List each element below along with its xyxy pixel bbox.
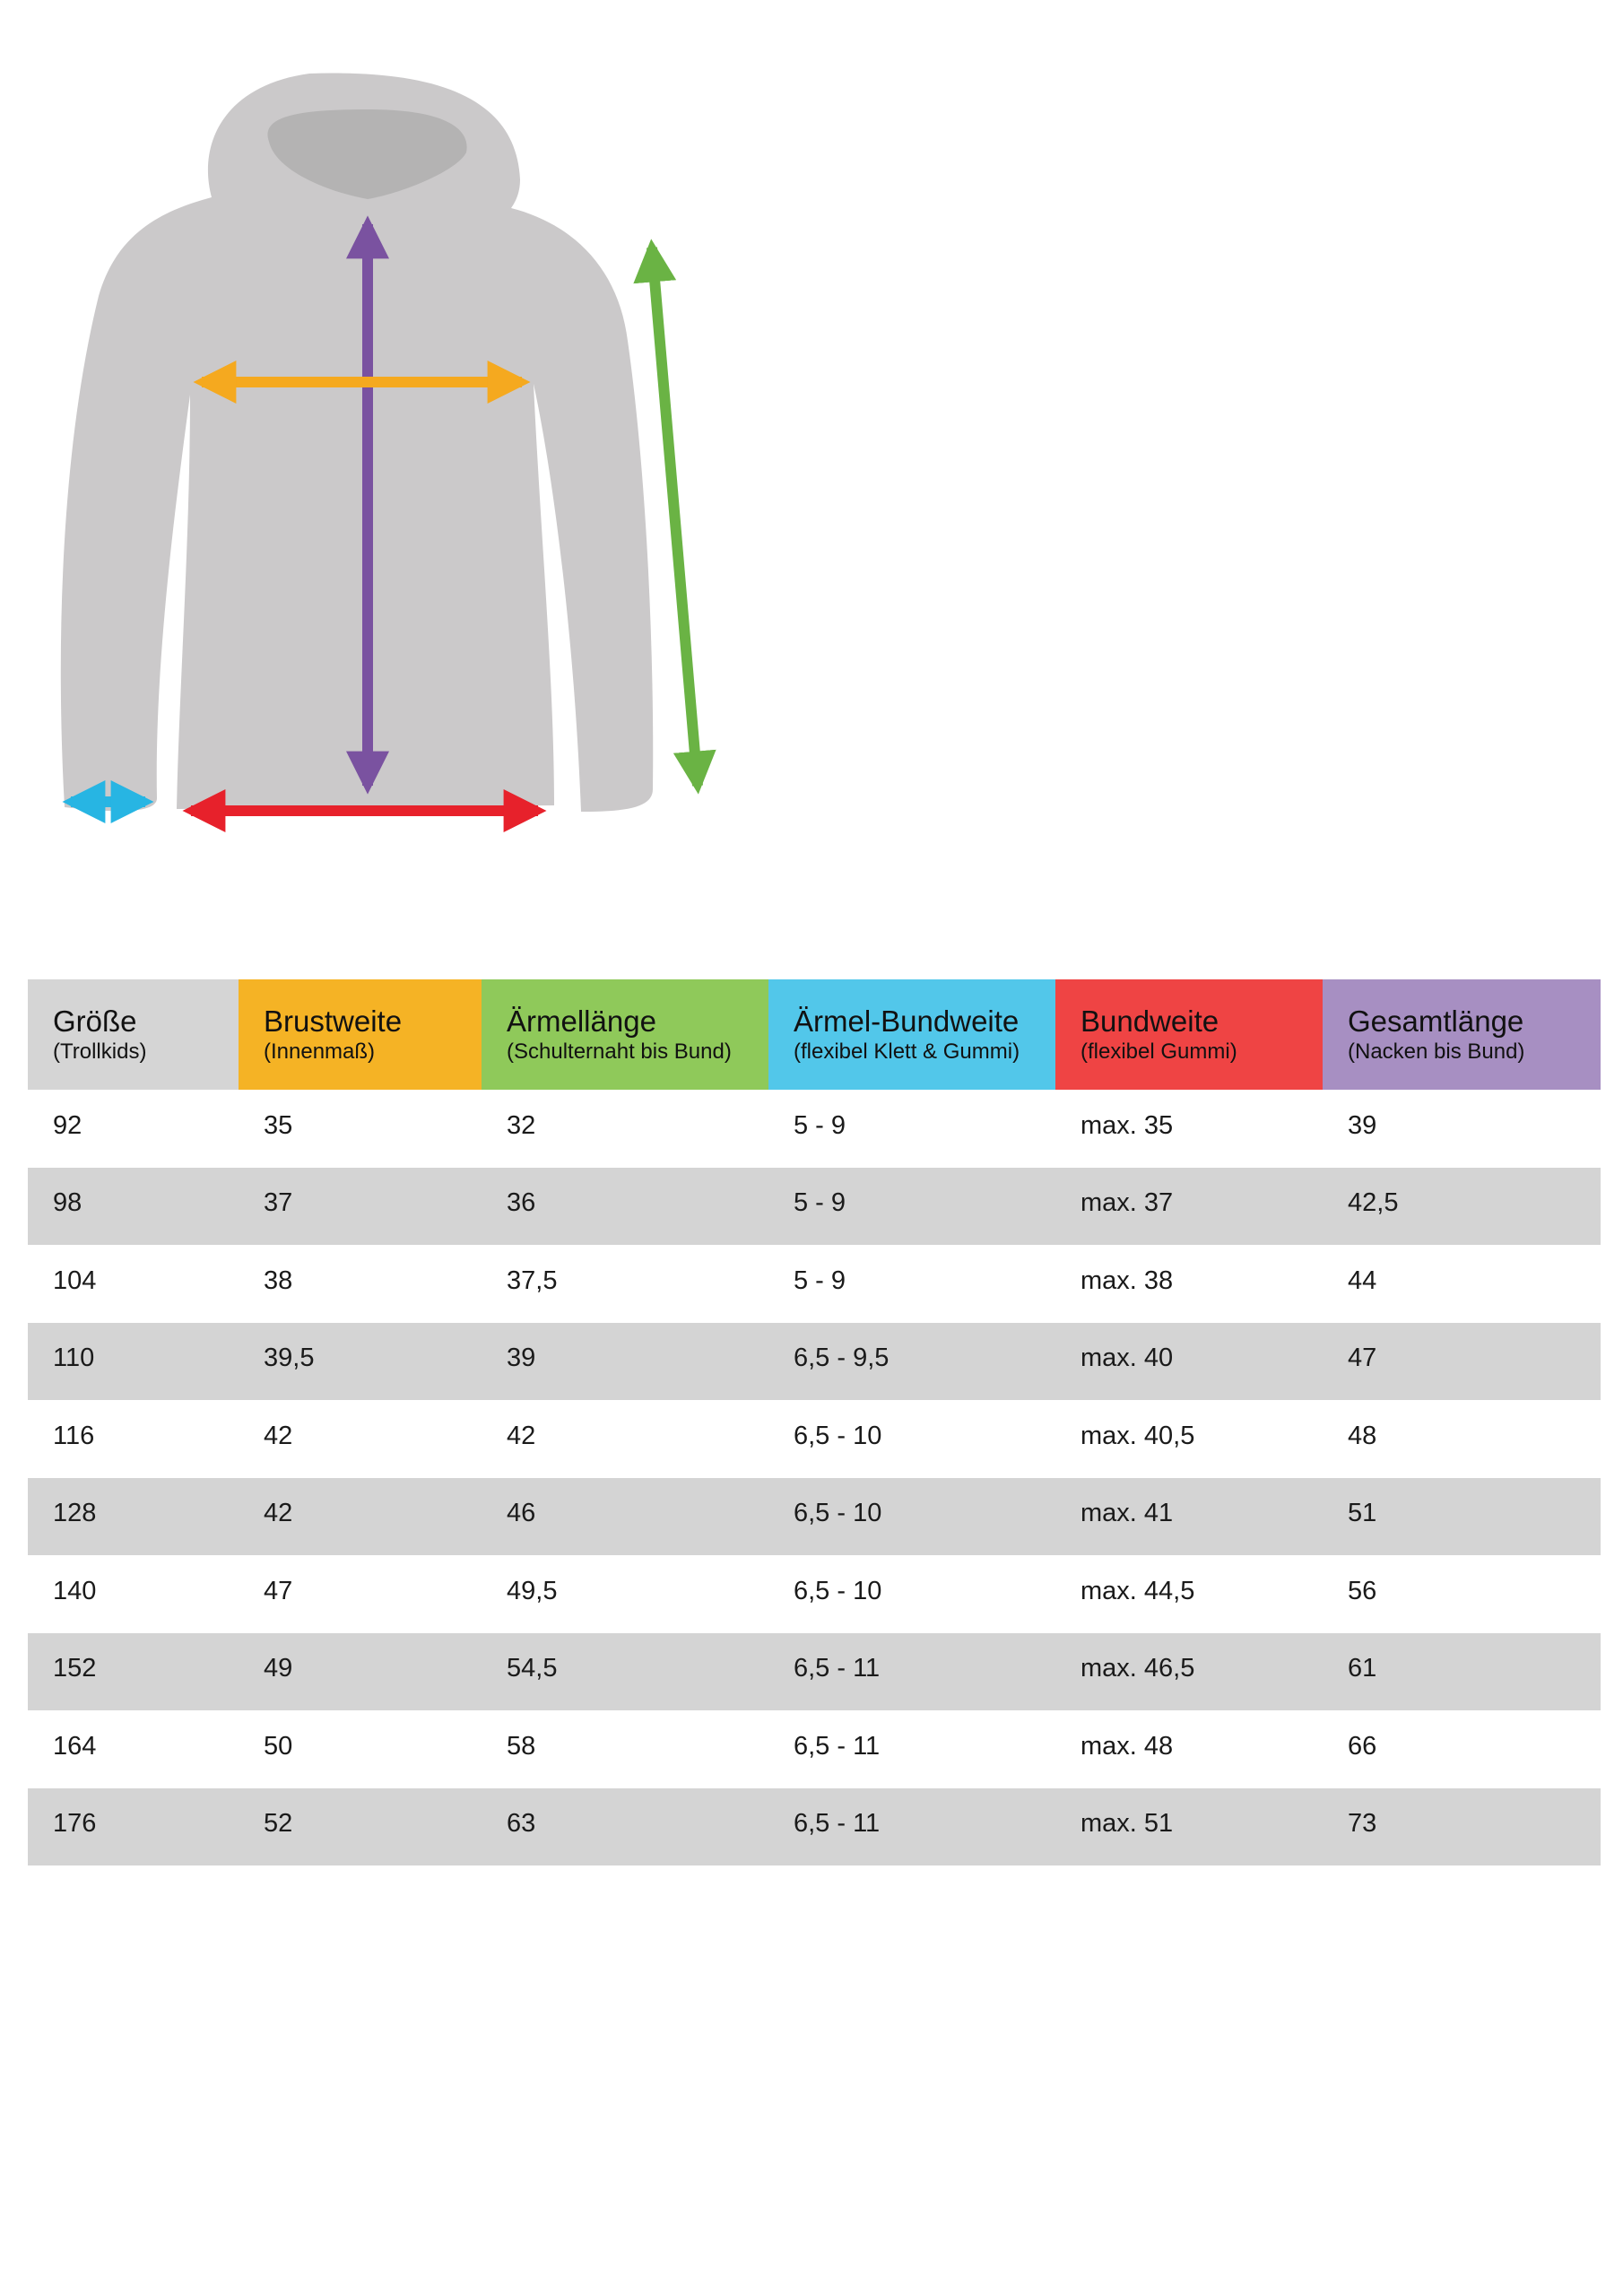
table-row bbox=[28, 1788, 1601, 1866]
table-cell: 73 bbox=[1323, 1788, 1601, 1866]
table-cell: 35 bbox=[239, 1090, 482, 1168]
header-title: Brustweite bbox=[264, 1004, 403, 1038]
table-cell: 39,5 bbox=[239, 1323, 482, 1401]
table-cell: 52 bbox=[239, 1788, 482, 1866]
table-row bbox=[28, 1710, 1601, 1788]
table-cell: 58 bbox=[482, 1710, 768, 1788]
table-cell: max. 44,5 bbox=[1055, 1555, 1323, 1633]
table-cell: 6,5 - 11 bbox=[768, 1788, 1055, 1866]
table-cell: 51 bbox=[1323, 1478, 1601, 1556]
table-cell: 6,5 - 10 bbox=[768, 1400, 1055, 1478]
table-cell: 6,5 - 10 bbox=[768, 1555, 1055, 1633]
table-header-row bbox=[28, 979, 1601, 1090]
table-cell: 50 bbox=[239, 1710, 482, 1788]
table-row bbox=[28, 1478, 1601, 1556]
table-cell: 44 bbox=[1323, 1245, 1601, 1323]
table-cell: 98 bbox=[28, 1168, 239, 1246]
table-cell: 39 bbox=[1323, 1090, 1601, 1168]
table-cell: 66 bbox=[1323, 1710, 1601, 1788]
table-cell: max. 35 bbox=[1055, 1090, 1323, 1168]
table-cell: 39 bbox=[482, 1323, 768, 1401]
table-cell: 164 bbox=[28, 1710, 239, 1788]
table-cell: 128 bbox=[28, 1478, 239, 1556]
table-row bbox=[28, 1555, 1601, 1633]
table-cell: 5 - 9 bbox=[768, 1168, 1055, 1246]
table-cell: 5 - 9 bbox=[768, 1245, 1055, 1323]
table-cell: 49,5 bbox=[482, 1555, 768, 1633]
header-title: Gesamtlänge bbox=[1348, 1004, 1524, 1038]
table-cell: 42 bbox=[239, 1400, 482, 1478]
header-chest-width bbox=[239, 979, 482, 1090]
table-cell: 48 bbox=[1323, 1400, 1601, 1478]
table-row bbox=[28, 1090, 1601, 1168]
table-cell: 6,5 - 10 bbox=[768, 1478, 1055, 1556]
table-cell: 32 bbox=[482, 1090, 768, 1168]
table-cell: max. 40 bbox=[1055, 1323, 1323, 1401]
table-cell: 49 bbox=[239, 1633, 482, 1711]
header-title: Größe bbox=[53, 1004, 137, 1038]
table-cell: 104 bbox=[28, 1245, 239, 1323]
table-cell: max. 48 bbox=[1055, 1710, 1323, 1788]
table-cell: 46 bbox=[482, 1478, 768, 1556]
header-title: Bundweite bbox=[1081, 1004, 1219, 1038]
header-title: Ärmel-Bundweite bbox=[794, 1004, 1020, 1038]
table-cell: max. 38 bbox=[1055, 1245, 1323, 1323]
jacket-measurement-diagram bbox=[0, 0, 735, 843]
table-cell: 5 - 9 bbox=[768, 1090, 1055, 1168]
table-cell: max. 41 bbox=[1055, 1478, 1323, 1556]
header-subtitle: (flexibel Gummi) bbox=[1081, 1039, 1237, 1064]
header-title: Ärmellänge bbox=[507, 1004, 656, 1038]
sleeve-length-arrow bbox=[652, 248, 698, 786]
header-subtitle: (Nacken bis Bund) bbox=[1348, 1039, 1525, 1064]
header-subtitle: (flexibel Klett & Gummi) bbox=[794, 1039, 1020, 1064]
table-cell: 37,5 bbox=[482, 1245, 768, 1323]
table-cell: 110 bbox=[28, 1323, 239, 1401]
table-cell: 92 bbox=[28, 1090, 239, 1168]
table-cell: 116 bbox=[28, 1400, 239, 1478]
table-cell: 38 bbox=[239, 1245, 482, 1323]
table-cell: 37 bbox=[239, 1168, 482, 1246]
header-subtitle: (Innenmaß) bbox=[264, 1039, 376, 1064]
header-subtitle: (Schulternaht bis Bund) bbox=[507, 1039, 732, 1064]
table-cell: 54,5 bbox=[482, 1633, 768, 1711]
table-cell: 152 bbox=[28, 1633, 239, 1711]
table-cell: 42 bbox=[482, 1400, 768, 1478]
table-cell: 47 bbox=[239, 1555, 482, 1633]
table-cell: 47 bbox=[1323, 1323, 1601, 1401]
table-cell: 6,5 - 9,5 bbox=[768, 1323, 1055, 1401]
header-size bbox=[28, 979, 239, 1090]
table-cell: 56 bbox=[1323, 1555, 1601, 1633]
table-row bbox=[28, 1168, 1601, 1246]
table-cell: max. 46,5 bbox=[1055, 1633, 1323, 1711]
table-cell: 36 bbox=[482, 1168, 768, 1246]
header-sleeve-length bbox=[482, 979, 768, 1090]
table-row bbox=[28, 1323, 1601, 1401]
table-cell: 63 bbox=[482, 1788, 768, 1866]
table-row bbox=[28, 1400, 1601, 1478]
table-cell: 176 bbox=[28, 1788, 239, 1866]
header-subtitle: (Trollkids) bbox=[53, 1039, 147, 1064]
header-cuff-width bbox=[768, 979, 1055, 1090]
table-cell: max. 51 bbox=[1055, 1788, 1323, 1866]
header-hem-width bbox=[1055, 979, 1323, 1090]
table-cell: 140 bbox=[28, 1555, 239, 1633]
table-cell: max. 40,5 bbox=[1055, 1400, 1323, 1478]
table-cell: 42,5 bbox=[1323, 1168, 1601, 1246]
size-chart-table bbox=[28, 979, 1601, 1866]
table-cell: max. 37 bbox=[1055, 1168, 1323, 1246]
table-row bbox=[28, 1633, 1601, 1711]
table-cell: 6,5 - 11 bbox=[768, 1710, 1055, 1788]
table-cell: 61 bbox=[1323, 1633, 1601, 1711]
table-cell: 42 bbox=[239, 1478, 482, 1556]
header-total-length bbox=[1323, 979, 1601, 1090]
table-cell: 6,5 - 11 bbox=[768, 1633, 1055, 1711]
table-row bbox=[28, 1245, 1601, 1323]
